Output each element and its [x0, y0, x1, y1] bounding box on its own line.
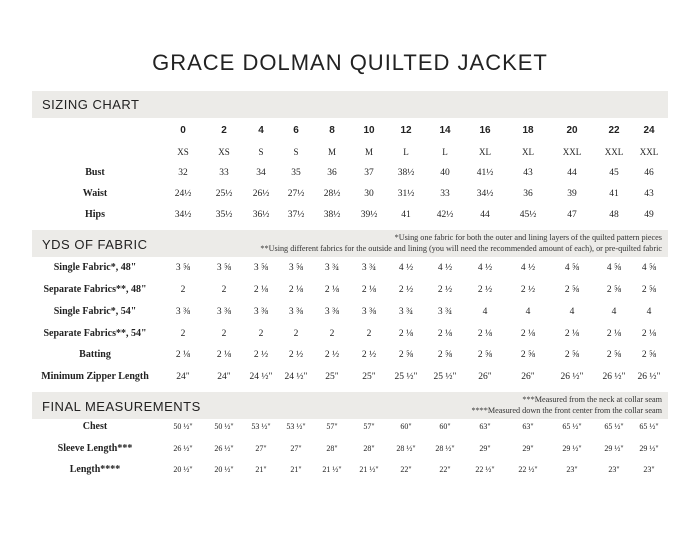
table-cell: 53 ½" — [251, 422, 271, 431]
fabric-note-single: *Using one fabric for both the outer and lining layers of the quilted pattern pieces — [394, 233, 662, 242]
table-cell: 2 ⅛ — [564, 329, 580, 339]
table-cell: 57" — [326, 422, 338, 431]
table-cell: 2 ⅛ — [477, 329, 493, 339]
table-cell: 36½ — [252, 210, 270, 220]
final-note-length: ****Measured down the front center from the collar seam — [471, 406, 662, 415]
table-cell: 29 ½" — [604, 444, 624, 453]
table-cell: 2 ⅝ — [606, 285, 622, 295]
table-cell: 26" — [478, 372, 492, 382]
size-letter: L — [403, 147, 409, 157]
table-cell: 3 ¾ — [324, 263, 340, 273]
row-label: Hips — [84, 209, 105, 220]
table-cell: 29 ½" — [639, 444, 659, 453]
table-cell: 4 ⅝ — [606, 263, 622, 273]
size-number: 14 — [439, 125, 451, 136]
table-cell: 25" — [362, 372, 376, 382]
table-cell: 23" — [643, 465, 655, 474]
table-cell: 3 ⅝ — [216, 263, 232, 273]
table-cell: 23" — [608, 465, 620, 474]
table-cell: 50 ½" — [214, 422, 234, 431]
table-cell: 21" — [290, 465, 302, 474]
table-cell: 2 ⅝ — [641, 285, 657, 295]
size-number: 20 — [566, 125, 578, 136]
table-cell: 2 ⅛ — [253, 285, 269, 295]
table-cell: 3 ⅜ — [175, 307, 191, 317]
table-cell: 2 — [221, 329, 227, 339]
table-cell: 2 ⅝ — [520, 350, 536, 360]
fabric-note-separate: **Using different fabrics for the outside and lining (you will need the recommended amount of each), or pre-quilted fabric — [260, 244, 662, 253]
table-cell: 2 ⅛ — [361, 285, 377, 295]
table-cell: 36 — [327, 168, 337, 178]
table-cell: 28½ — [323, 189, 341, 199]
table-cell: 48 — [609, 210, 619, 220]
table-cell: 3 ⅜ — [216, 307, 232, 317]
table-cell: 2 ½ — [437, 285, 453, 295]
table-cell: 65 ½" — [562, 422, 582, 431]
size-letter: M — [327, 147, 336, 157]
table-cell: 2 ½ — [288, 350, 304, 360]
table-cell: 26 ½" — [214, 444, 234, 453]
table-cell: 22" — [439, 465, 451, 474]
table-cell: 25 ½" — [394, 372, 418, 382]
row-label: Separate Fabrics**, 48" — [43, 284, 147, 295]
final-note-sleeve: ***Measured from the neck at collar seam — [522, 395, 662, 404]
table-cell: 47 — [567, 210, 577, 220]
size-number: 24 — [643, 125, 655, 136]
table-cell: 32 — [178, 168, 188, 178]
table-cell: 25 ½" — [433, 372, 457, 382]
table-cell: 39 — [567, 189, 577, 199]
row-label: Single Fabric*, 48" — [53, 262, 137, 273]
size-letter: XXL — [639, 147, 659, 157]
size-number: 6 — [293, 125, 299, 136]
row-label: Length**** — [69, 464, 121, 475]
table-cell: 39½ — [360, 210, 378, 220]
size-number: 10 — [363, 125, 375, 136]
table-cell: 3 ⅜ — [288, 307, 304, 317]
table-cell: 37 — [364, 168, 374, 178]
row-label: Separate Fabrics**, 54" — [43, 328, 147, 339]
table-cell: 3 ⅝ — [288, 263, 304, 273]
table-cell: 3 ¾ — [361, 263, 377, 273]
table-cell: 21 ½" — [359, 465, 379, 474]
table-cell: 34½ — [174, 210, 192, 220]
table-cell: 60" — [439, 422, 451, 431]
table-cell: 2 ⅛ — [398, 329, 414, 339]
table-cell: 63" — [479, 422, 491, 431]
table-cell: 3 ⅜ — [253, 307, 269, 317]
table-cell: 2 — [293, 329, 299, 339]
table-cell: 2 ⅛ — [216, 350, 232, 360]
table-cell: 24" — [176, 372, 190, 382]
final-measurements-header: FINAL MEASUREMENTS — [42, 399, 201, 414]
table-cell: 22 ½" — [518, 465, 538, 474]
table-cell: 26" — [521, 372, 535, 382]
page-title: GRACE DOLMAN QUILTED JACKET — [152, 50, 548, 75]
size-number: 0 — [180, 125, 186, 136]
table-cell: 30 — [364, 189, 374, 199]
table-cell: 2 ½ — [253, 350, 269, 360]
table-cell: 4 ½ — [398, 263, 414, 273]
table-cell: 38½ — [323, 210, 341, 220]
table-cell: 2 — [366, 329, 372, 339]
table-cell: 22 ½" — [475, 465, 495, 474]
table-cell: 43 — [644, 189, 654, 199]
table-cell: 2 ½ — [398, 285, 414, 295]
table-cell: 63" — [522, 422, 534, 431]
table-cell: 2 ⅛ — [288, 285, 304, 295]
table-cell: 35 — [291, 168, 301, 178]
table-cell: 3 ⅝ — [253, 263, 269, 273]
table-cell: 2 ⅛ — [437, 329, 453, 339]
size-letter: XL — [522, 147, 534, 157]
table-cell: 22" — [400, 465, 412, 474]
table-cell: 29 ½" — [562, 444, 582, 453]
table-cell: 65 ½" — [639, 422, 659, 431]
table-cell: 50 ½" — [173, 422, 193, 431]
table-cell: 2 ⅛ — [641, 329, 657, 339]
table-cell: 26 ½" — [637, 372, 661, 382]
table-cell: 2 ⅛ — [520, 329, 536, 339]
table-cell: 27" — [290, 444, 302, 453]
table-cell: 45½ — [519, 210, 537, 220]
table-cell: 26 ½" — [173, 444, 193, 453]
table-cell: 34½ — [476, 189, 494, 199]
table-cell: 33 — [440, 189, 450, 199]
table-cell: 20 ½" — [173, 465, 193, 474]
table-cell: 4 ½ — [477, 263, 493, 273]
sizing-chart-header: SIZING CHART — [42, 97, 140, 112]
table-cell: 35½ — [215, 210, 233, 220]
size-letter: XL — [479, 147, 491, 157]
table-cell: 3 ⅝ — [175, 263, 191, 273]
table-cell: 2 ½ — [477, 285, 493, 295]
table-cell: 4 ½ — [437, 263, 453, 273]
table-cell: 4 ⅝ — [641, 263, 657, 273]
yards-of-fabric-header: YDS OF FABRIC — [42, 237, 148, 252]
size-number: 2 — [221, 125, 227, 136]
row-label: Bust — [85, 167, 105, 178]
table-cell: 26½ — [252, 189, 270, 199]
size-number: 18 — [522, 125, 534, 136]
table-cell: 4 — [611, 307, 617, 317]
table-cell: 3 ¾ — [437, 307, 453, 317]
size-letter: XXL — [604, 147, 624, 157]
table-cell: 21" — [255, 465, 267, 474]
row-label: Minimum Zipper Length — [41, 371, 149, 382]
table-cell: 65 ½" — [604, 422, 624, 431]
table-cell: 49 — [644, 210, 654, 220]
table-cell: 26 ½" — [560, 372, 584, 382]
table-cell: 2 ½ — [520, 285, 536, 295]
table-cell: 42½ — [436, 210, 454, 220]
table-cell: 2 ⅝ — [641, 350, 657, 360]
table-cell: 45 — [609, 168, 619, 178]
table-cell: 2 — [329, 329, 335, 339]
row-label: Waist — [82, 188, 108, 199]
table-cell: 31½ — [397, 189, 415, 199]
table-cell: 2 — [180, 285, 186, 295]
table-cell: 4 ⅝ — [564, 263, 580, 273]
table-cell: 24½ — [174, 189, 192, 199]
size-letter: S — [293, 147, 299, 157]
table-cell: 2 — [180, 329, 186, 339]
table-cell: 2 ⅝ — [437, 350, 453, 360]
table-cell: 23" — [566, 465, 578, 474]
size-number: 4 — [258, 125, 264, 136]
table-cell: 27" — [255, 444, 267, 453]
table-cell: 28" — [363, 444, 375, 453]
table-cell: 2 ⅛ — [606, 329, 622, 339]
table-cell: 2 ½ — [324, 350, 340, 360]
table-cell: 60" — [400, 422, 412, 431]
table-cell: 25" — [325, 372, 339, 382]
table-cell: 38½ — [397, 168, 415, 178]
table-cell: 29" — [479, 444, 491, 453]
table-cell: 2 — [221, 285, 227, 295]
table-cell: 2 — [258, 329, 264, 339]
table-cell: 34 — [256, 168, 266, 178]
table-cell: 2 ⅝ — [606, 350, 622, 360]
table-cell: 27½ — [287, 189, 305, 199]
final-measurements-band — [32, 392, 668, 419]
size-letter: XS — [177, 147, 189, 157]
size-letter: S — [258, 147, 264, 157]
table-cell: 4 — [525, 307, 531, 317]
table-cell: 4 — [482, 307, 488, 317]
table-cell: 28" — [326, 444, 338, 453]
table-cell: 25½ — [215, 189, 233, 199]
table-cell: 4 ½ — [520, 263, 536, 273]
table-cell: 20 ½" — [214, 465, 234, 474]
table-cell: 29" — [522, 444, 534, 453]
table-cell: 36 — [523, 189, 533, 199]
size-number: 8 — [329, 125, 335, 136]
size-number: 12 — [400, 125, 412, 136]
table-cell: 24 ½" — [284, 372, 308, 382]
table-cell: 33 — [219, 168, 229, 178]
row-label: Batting — [79, 349, 111, 360]
table-cell: 2 ⅛ — [324, 285, 340, 295]
table-cell: 24 ½" — [249, 372, 273, 382]
table-cell: 28 ½" — [396, 444, 416, 453]
table-cell: 41 — [609, 189, 619, 199]
table-cell: 26 ½" — [602, 372, 626, 382]
table-cell: 28 ½" — [435, 444, 455, 453]
table-cell: 4 — [569, 307, 575, 317]
table-cell: 24" — [217, 372, 231, 382]
table-cell: 3 ⅜ — [324, 307, 340, 317]
table-cell: 2 ½ — [361, 350, 377, 360]
table-cell: 2 ⅝ — [398, 350, 414, 360]
row-label: Chest — [82, 421, 108, 432]
row-label: Sleeve Length*** — [57, 443, 133, 454]
table-cell: 3 ⅜ — [361, 307, 377, 317]
size-number: 22 — [608, 125, 620, 136]
table-cell: 2 ⅝ — [564, 285, 580, 295]
table-cell: 41 — [401, 210, 411, 220]
size-number: 16 — [479, 125, 491, 136]
table-cell: 2 ⅝ — [477, 350, 493, 360]
table-cell: 44 — [480, 210, 490, 220]
table-cell: 44 — [567, 168, 577, 178]
size-letter: L — [442, 147, 448, 157]
table-cell: 2 ⅛ — [175, 350, 191, 360]
table-cell: 41½ — [476, 168, 494, 178]
size-letter: M — [364, 147, 373, 157]
size-letter: XXL — [562, 147, 582, 157]
yards-of-fabric-band — [32, 230, 668, 257]
table-cell: 21 ½" — [322, 465, 342, 474]
table-cell: 53 ½" — [286, 422, 306, 431]
size-letter: XS — [218, 147, 230, 157]
table-cell: 40 — [440, 168, 450, 178]
table-cell: 57" — [363, 422, 375, 431]
table-cell: 37½ — [287, 210, 305, 220]
table-cell: 2 ⅝ — [564, 350, 580, 360]
row-label: Single Fabric*, 54" — [53, 306, 137, 317]
table-cell: 3 ¾ — [398, 307, 414, 317]
table-cell: 43 — [523, 168, 533, 178]
table-cell: 46 — [644, 168, 654, 178]
sizing-chart-band — [32, 91, 668, 118]
table-cell: 4 — [646, 307, 652, 317]
